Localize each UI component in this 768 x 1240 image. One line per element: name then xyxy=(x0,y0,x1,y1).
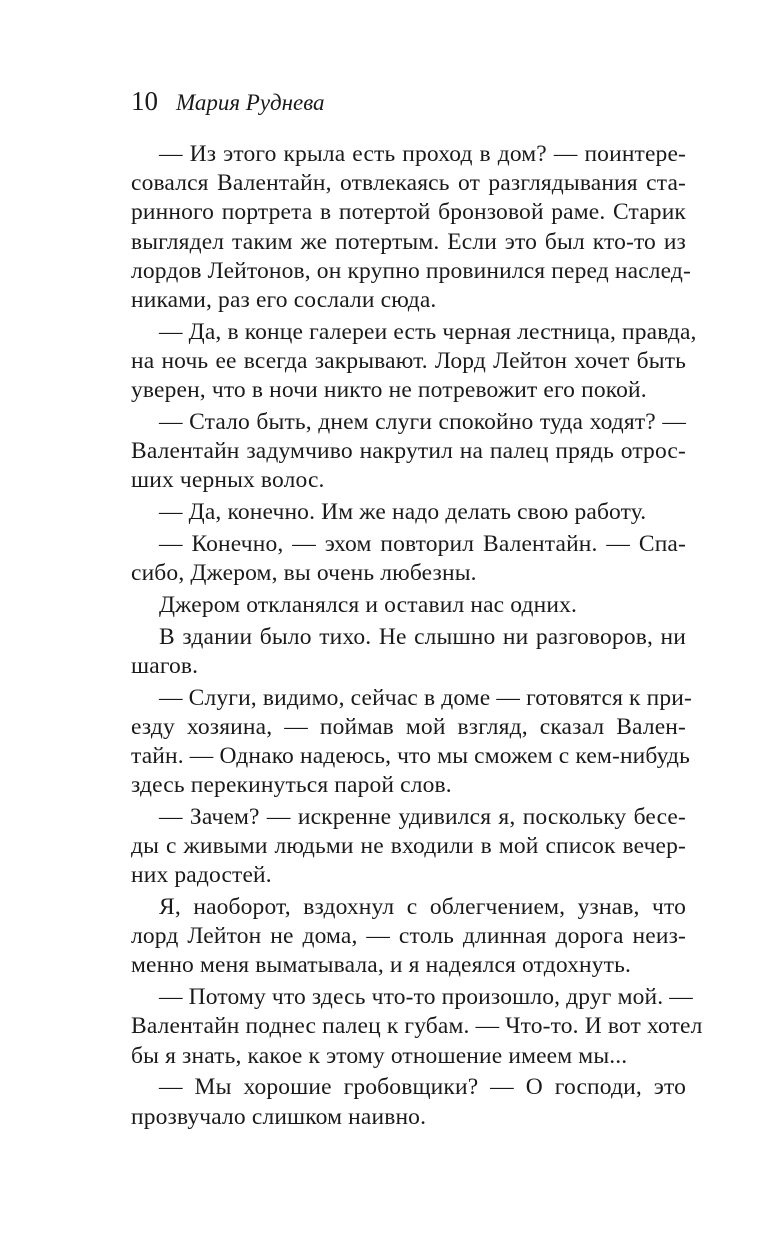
text-line: здесь перекинуться парой слов. xyxy=(131,772,452,799)
text-line: прозвучало слишком наивно. xyxy=(131,1103,427,1130)
text-line: ринного портрета в потертой бронзовой раме. Старик xyxy=(131,199,686,226)
page-number: 10 xyxy=(131,86,158,116)
text-line: лорд Лейтон не дома, — столь длинная дорога неиз- xyxy=(131,923,686,950)
paragraph-9 xyxy=(131,803,686,891)
text-line: — Из этого крыла есть проход в дом? — поинтере- xyxy=(159,141,686,167)
paragraph-8 xyxy=(131,684,692,801)
text-line: — Да, конечно. Им же надо делать свою работу. xyxy=(159,499,647,526)
paragraph-5 xyxy=(131,530,686,588)
text-line: Валентайн задумчиво накрутил на палец прядь отрос- xyxy=(131,438,686,465)
text-line: — Конечно, — эхом повторил Валентайн. — Спа- xyxy=(159,530,686,557)
text-line: них радостей. xyxy=(131,862,272,889)
text-line: Валентайн поднес палец к губам. — Что-то. И вот хотел xyxy=(131,1013,703,1040)
paragraph-7 xyxy=(131,623,686,681)
text-line: ших черных волос. xyxy=(131,467,325,494)
text-line: сибо, Джером, вы очень любезны. xyxy=(131,560,477,586)
paragraph-10 xyxy=(131,893,686,981)
paragraph-4 xyxy=(131,498,686,527)
text-line: ды с живыми людьми не входили в мой список вечер- xyxy=(131,833,686,860)
text-line: Джером откланялся и оставил нас одних. xyxy=(159,591,577,618)
author-name: Мария Руднева xyxy=(176,90,325,115)
paragraph-3 xyxy=(131,408,686,496)
paragraph-1 xyxy=(131,140,692,315)
text-line: на ночь ее всегда закрывают. Лорд Лейтон хочет быть xyxy=(131,347,686,374)
paragraph-12 xyxy=(131,1073,686,1131)
text-line: менно меня выматывала, и я надеялся отдохнуть. xyxy=(131,952,631,979)
text-line: выглядел таким же потертым. Если это был кто-то из xyxy=(131,228,686,255)
text-line: бы я знать, какое к этому отношение имеем мы... xyxy=(131,1042,628,1069)
text-line: никами, раз его сослали сюда. xyxy=(131,286,437,313)
text-line: — Слуги, видимо, сейчас в доме — готовятся к при- xyxy=(159,684,692,711)
text-line: — Да, в конце галереи есть черная лестница, правда, xyxy=(159,318,697,345)
text-line: шагов. xyxy=(131,652,199,679)
book-page xyxy=(131,86,703,1134)
paragraph-11 xyxy=(131,983,703,1071)
text-line: тайн. — Однако надеюсь, что мы сможем с кем-нибудь xyxy=(131,742,691,769)
body-text xyxy=(131,140,703,1132)
running-head xyxy=(131,86,686,120)
paragraph-2 xyxy=(131,318,697,406)
text-line: езду хозяина, — поймав мой взгляд, сказал Вален- xyxy=(131,713,686,740)
text-line: Я, наоборот, вздохнул с облегчением, узнав, что xyxy=(159,894,686,921)
paragraph-6 xyxy=(131,591,686,620)
text-line: — Потому что здесь что-то произошло, друг мой. — xyxy=(159,984,693,1011)
text-line: совался Валентайн, отвлекаясь от разглядывания ста- xyxy=(131,170,686,197)
text-line: уверен, что в ночи никто не потревожит его покой. xyxy=(131,377,647,404)
text-line: В здании было тихо. Не слышно ни разговоров, ни xyxy=(159,623,686,650)
text-line: — Мы хорошие гробовщики? — О господи, это xyxy=(159,1074,686,1101)
text-line: — Стало быть, днем слуги спокойно туда ходят? — xyxy=(159,408,686,435)
text-line: — Зачем? — искренне удивился я, поскольку бесе- xyxy=(159,803,686,830)
text-line: лордов Лейтонов, он крупно провинился перед наслед- xyxy=(131,257,692,284)
